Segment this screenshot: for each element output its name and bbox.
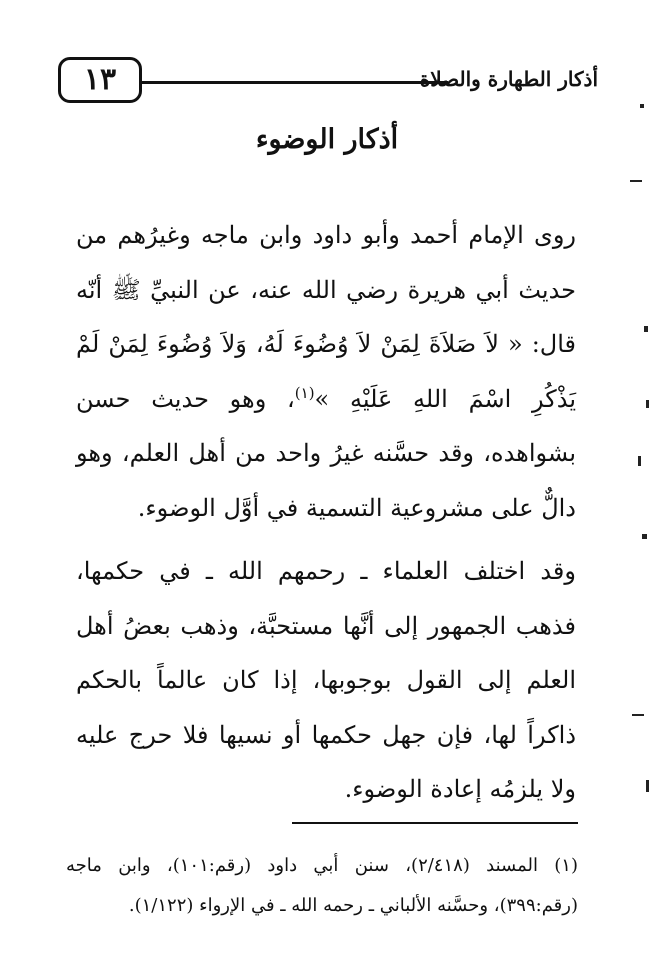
header-rule [142,81,448,84]
footnote-divider [292,822,578,824]
paragraph-1-tail: ، وهو حديث حسن بشواهده، وقد حسَّنه غيرُ واحد من أهل العلم، وهو دالٌّ على مشروعية التسمية في أوَّل الوضوء. [76,384,576,522]
footnote-reference: (١) [294,383,315,402]
margin-mark [638,456,641,466]
margin-mark [640,104,644,108]
margin-mark [644,326,648,332]
running-title: أذكار الطهارة والصلاة [419,67,598,91]
footnote: (١) المسند (٢/٤١٨)، سنن أبي داود (رقم:١٠١)، وابن ماجه (رقم:٣٩٩)، وحسَّنه الألباني ـ رحمه الله ـ في الإرواء (١/١٢٢). [66,855,578,916]
margin-mark [642,534,647,539]
margin-mark [630,180,642,182]
section-title: أذكار الوضوء [255,124,399,155]
paragraph-1 [76,208,576,535]
page-header [58,57,598,109]
paragraph-2 [76,544,576,817]
margin-mark [646,400,649,408]
paragraph-2-text: وقد اختلف العلماء ـ رحمهم الله ـ في حكمها، فذهب الجمهور إلى أنَّها مستحبَّة، وذهب بعضُ أهل العلم إلى القول بوجوبها، إذا كان عالماً بالحكم ذاكراً لها، فإن جهل حكمها أو نسيها فلا حرج عليه ولا يلزمُه إعادة الوضوء. [76,557,576,803]
margin-mark [632,714,644,716]
page-number: ١٣ [58,57,142,103]
margin-mark [646,780,649,792]
paragraph-1-text: روى الإمام أحمد وأبو داود وابن ماجه وغيرُهم من حديث أبي هريرة رضي الله عنه، عن النبيِّ ﷺ أنّه قال: « لاَ صَلاَةَ لِمَنْ لاَ وُضُوءَ لَهُ، وَلاَ وُضُوءَ لِمَنْ لَمْ يَذْكُرِ اسْمَ اللهِ عَلَيْهِ » [76,221,576,413]
